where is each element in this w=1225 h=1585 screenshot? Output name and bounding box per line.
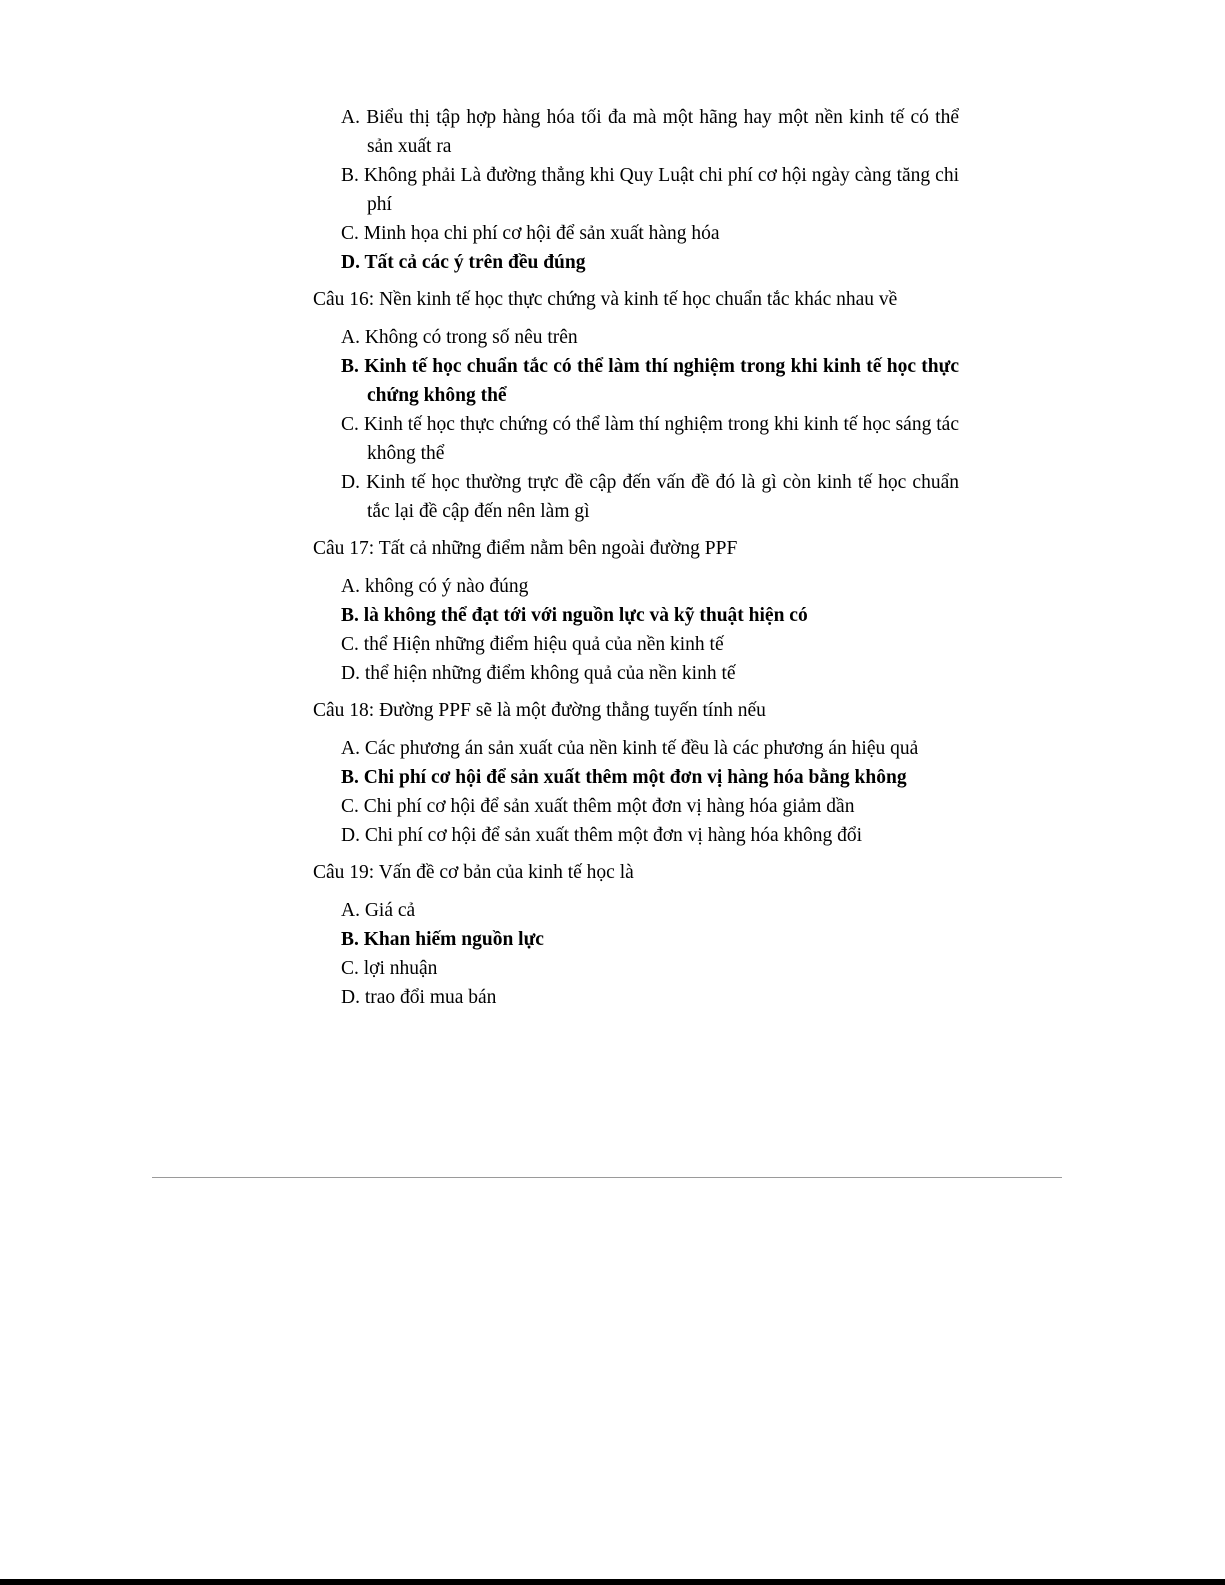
q17-option-b-correct: B. là không thể đạt tới với nguồn lực và kỹ thuật hiện có [341,605,808,626]
bottom-edge-bar [0,1579,1225,1585]
q16-question: Câu 16: Nền kinh tế học thực chứng và kinh tế học chuẩn tắc khác nhau về [313,289,898,310]
q18-option-a: A. Các phương án sản xuất của nền kinh tế đều là các phương án hiệu quả [341,738,919,759]
q17-option-d: D. thể hiện những điểm không quả của nền kinh tế [341,663,736,684]
q15-option-a: A. Biểu thị tập hợp hàng hóa tối đa mà một hãng hay một nền kinh tế có thể sản xuất ra [341,107,959,157]
q17-question: Câu 17: Tất cả những điểm nằm bên ngoài đường PPF [313,538,738,559]
q15-option-d-correct: D. Tất cả các ý trên đều đúng [341,252,586,273]
q16-option-d: D. Kinh tế học thường trực đề cập đến vấn đề đó là gì còn kinh tế học chuẩn tắc lại đề cập đến nên làm gì [341,472,959,522]
q15-option-b: B. Không phải Là đường thẳng khi Quy Luật chi phí cơ hội ngày càng tăng chi phí [341,165,959,215]
q16-options [313,323,959,526]
q19-question: Câu 19: Vấn đề cơ bản của kinh tế học là [313,862,634,883]
q16-option-a: A. Không có trong số nêu trên [341,327,578,348]
q18-options [313,734,959,850]
q19-options [313,896,959,1012]
q18-option-c: C. Chi phí cơ hội để sản xuất thêm một đơn vị hàng hóa giảm dần [341,796,855,817]
q19-option-c: C. lợi nhuận [341,958,438,979]
q15-option-c: C. Minh họa chi phí cơ hội để sản xuất hàng hóa [341,223,720,244]
q18-question: Câu 18: Đường PPF sẽ là một đường thẳng tuyến tính nếu [313,700,766,721]
q19-option-a: A. Giá cả [341,900,416,921]
q17-option-a: A. không có ý nào đúng [341,576,529,597]
q17-options [313,572,959,688]
q16-option-b-correct: B. Kinh tế học chuẩn tắc có thể làm thí nghiệm trong khi kinh tế học thực chứng không thể [341,356,959,406]
q19-option-b-correct: B. Khan hiếm nguồn lực [341,929,544,950]
q19-option-d: D. trao đổi mua bán [341,987,497,1008]
quiz-content [313,103,959,1012]
q15-options [313,103,959,277]
q18-option-d: D. Chi phí cơ hội để sản xuất thêm một đơn vị hàng hóa không đổi [341,825,863,846]
page-divider [152,1177,1062,1178]
q17-option-c: C. thể Hiện những điểm hiệu quả của nền kinh tế [341,634,724,655]
q18-option-b-correct: B. Chi phí cơ hội để sản xuất thêm một đơn vị hàng hóa bằng không [341,767,907,788]
q16-option-c: C. Kinh tế học thực chứng có thể làm thí nghiệm trong khi kinh tế học sáng tác không thể [341,414,959,464]
